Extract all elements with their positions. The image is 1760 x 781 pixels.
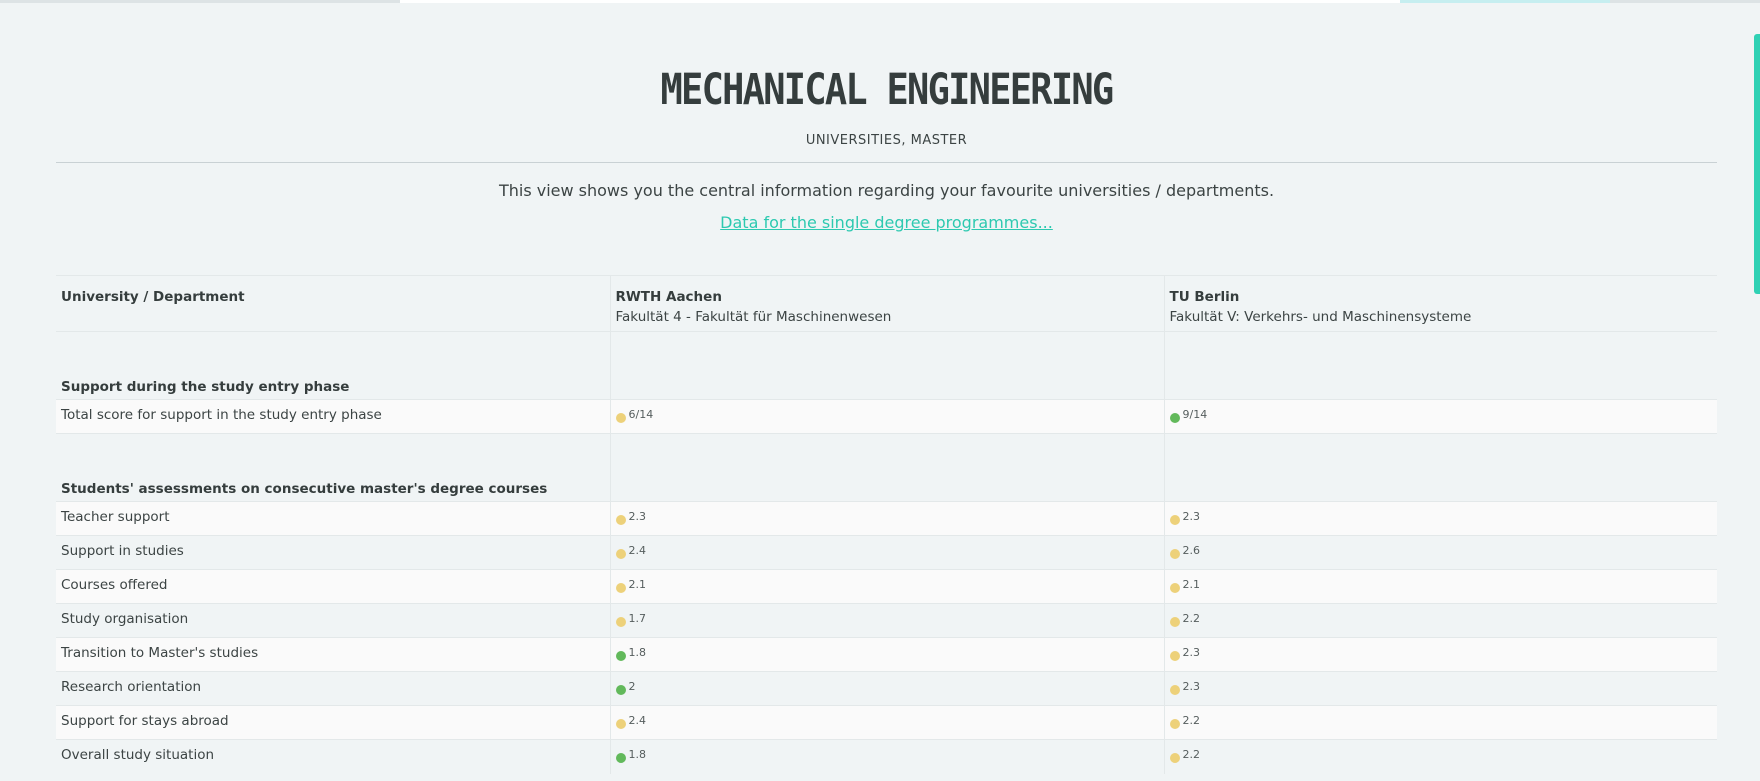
header-label-cell [56,276,610,332]
department-name: Fakultät 4 - Fakultät für Maschinenwesen [615,309,892,325]
table-row [56,740,1717,774]
table-row [56,672,1717,706]
yellow-dot-icon [1170,719,1180,729]
section-empty-cell [1164,332,1717,400]
page-title: MECHANICAL ENGINEERING [660,65,1113,115]
yellow-dot-icon [616,617,626,627]
score-value: 2 [628,680,636,693]
link-container [56,213,1717,232]
criterion-label: Support for stays abroad [56,706,610,740]
score-value: 2.6 [1182,544,1200,557]
score-value: 9/14 [1182,408,1208,421]
university-name: TU Berlin [1169,289,1240,305]
yellow-dot-icon [1170,515,1180,525]
score-value: 2.1 [1182,578,1200,591]
green-dot-icon [1170,413,1180,423]
university-name: RWTH Aachen [615,289,722,305]
table-row [56,570,1717,604]
table-row [56,638,1717,672]
yellow-dot-icon [616,583,626,593]
section-header-row [56,332,1717,400]
yellow-dot-icon [616,549,626,559]
yellow-dot-icon [1170,651,1180,661]
yellow-dot-icon [1170,753,1180,763]
table-row [56,706,1717,740]
score-cell [610,502,1164,536]
score-cell [1164,740,1717,774]
score-value: 2.2 [1182,714,1200,727]
criterion-label: Study organisation [56,604,610,638]
criterion-label: Transition to Master's studies [56,638,610,672]
table-row [56,604,1717,638]
criterion-label: Courses offered [56,570,610,604]
yellow-dot-icon [1170,685,1180,695]
score-cell [610,740,1164,774]
section-header-row [56,434,1717,502]
table-header-row [56,276,1717,332]
degree-programmes-link[interactable]: Data for the single degree programmes... [720,213,1053,232]
score-cell [1164,638,1717,672]
score-cell [610,570,1164,604]
department-name: Fakultät V: Verkehrs- und Maschinensysteme [1169,309,1472,325]
table-row [56,502,1717,536]
yellow-dot-icon [616,719,626,729]
university-header-cell [1164,276,1717,332]
score-value: 2.4 [628,544,646,557]
score-cell [1164,536,1717,570]
score-value: 2.1 [628,578,646,591]
page-content [56,0,1717,774]
score-cell [1164,706,1717,740]
criterion-label: Support in studies [56,536,610,570]
divider [56,162,1717,163]
score-value: 2.4 [628,714,646,727]
score-value: 2.3 [1182,646,1200,659]
section-title: Students' assessments on consecutive master's degree courses [56,434,610,502]
header-label: University / Department [61,289,245,305]
score-value: 6/14 [628,408,654,421]
score-cell [1164,502,1717,536]
score-cell [610,604,1164,638]
score-cell [610,706,1164,740]
score-cell [610,400,1164,434]
yellow-dot-icon [1170,617,1180,627]
yellow-dot-icon [616,515,626,525]
score-cell [1164,570,1717,604]
section-empty-cell [1164,434,1717,502]
score-value: 2.3 [1182,510,1200,523]
criterion-label: Teacher support [56,502,610,536]
score-cell [1164,672,1717,706]
score-value: 1.7 [628,612,646,625]
score-cell [610,638,1164,672]
score-value: 1.8 [628,748,646,761]
score-cell [610,536,1164,570]
section-empty-cell [610,434,1164,502]
comparison-table [56,275,1717,774]
criterion-label: Overall study situation [56,740,610,774]
university-header-cell [610,276,1164,332]
criterion-label: Total score for support in the study entry phase [56,400,610,434]
yellow-dot-icon [616,413,626,423]
score-value: 1.8 [628,646,646,659]
score-cell [1164,400,1717,434]
score-value: 2.3 [628,510,646,523]
section-title: Support during the study entry phase [56,332,610,400]
criterion-label: Research orientation [56,672,610,706]
score-value: 2.2 [1182,748,1200,761]
score-value: 2.2 [1182,612,1200,625]
score-cell [610,672,1164,706]
section-empty-cell [610,332,1164,400]
score-cell [1164,604,1717,638]
table-row [56,536,1717,570]
page-subtitle: UNIVERSITIES, MASTER [805,133,968,148]
green-dot-icon [616,651,626,661]
green-dot-icon [616,753,626,763]
scrollbar-thumb[interactable] [1754,34,1760,294]
score-value: 2.3 [1182,680,1200,693]
table-row [56,400,1717,434]
intro-text: This view shows you the central information regarding your favourite universities / departments. [498,181,1275,200]
green-dot-icon [616,685,626,695]
yellow-dot-icon [1170,549,1180,559]
yellow-dot-icon [1170,583,1180,593]
